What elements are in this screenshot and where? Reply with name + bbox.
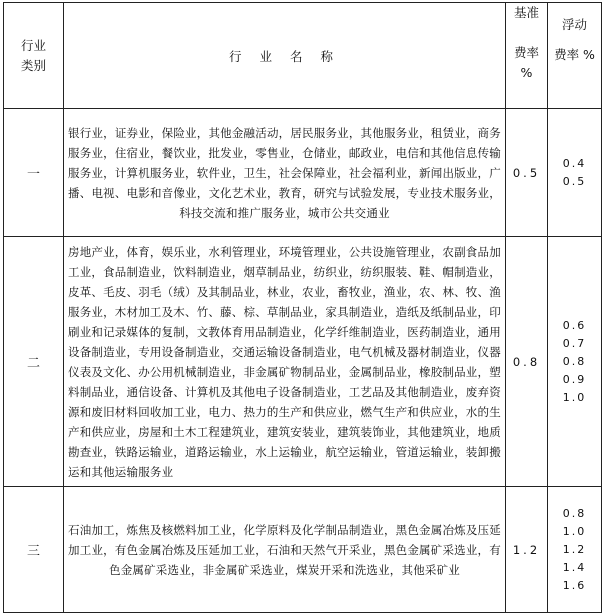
header-base-rate — [506, 3, 548, 109]
base-rate-cell: 0.8 — [506, 237, 548, 487]
float-rate-value: 1.2 — [562, 542, 587, 556]
header-industry-name: 行 业 名 称 — [64, 3, 506, 109]
table-row — [4, 109, 602, 237]
header-row — [4, 3, 602, 109]
header-float-line1: 浮动 — [561, 17, 587, 32]
float-rate-value: 0.5 — [562, 174, 587, 188]
float-rate-value: 1.0 — [562, 390, 587, 404]
float-rate-value: 0.8 — [562, 354, 587, 368]
float-rate-value: 0.7 — [562, 336, 587, 350]
table-row — [4, 237, 602, 487]
rate-table — [3, 2, 602, 613]
table-row — [4, 487, 602, 613]
float-rate-value: 1.4 — [562, 560, 587, 574]
float-rate-value: 0.6 — [562, 318, 587, 332]
base-rate-cell: 0.5 — [506, 109, 548, 237]
header-base-line1: 基准 — [513, 5, 539, 20]
float-rate-value: 0.4 — [562, 156, 587, 170]
float-rate-value: 0.8 — [562, 506, 587, 520]
float-rate-cell — [548, 109, 602, 237]
header-base-line3: % — [520, 65, 533, 80]
industry-list: 银行业，证券业，保险业，其他金融活动，居民服务业，其他服务业，租赁业，商务服务业，住宿业，餐饮业，批发业，零售业，仓储业，邮政业，电信和其他信息传输服务业，计算机服务业，软件业，卫生，社会保障业，社会福利业，新闻出版业，广播、电视、电影和音像业，文化艺术业，教育，研究与试验发展，专业技术服务业，科技交流和推广服务业，城市公共交通业 — [64, 109, 506, 237]
header-category-line1: 行业 — [20, 37, 46, 53]
category-cell: 一 — [4, 109, 64, 237]
header-base-line2: 费率 — [513, 45, 539, 60]
float-rate-value: 0.9 — [562, 372, 587, 386]
header-category — [4, 3, 64, 109]
industry-list: 石油加工，炼焦及核燃料加工业，化学原料及化学制品制造业，黑色金属冶炼及压延加工业，有色金属冶炼及压延加工业，石油和天然气开采业，黑色金属矿采选业，有色金属矿采选业，非金属矿采选业，煤炭开采和洗选业，其他采矿业 — [64, 487, 506, 613]
float-rate-value: 1.6 — [562, 578, 587, 592]
header-float-line2: 费率 % — [554, 47, 595, 62]
category-cell: 二 — [4, 237, 64, 487]
category-cell: 三 — [4, 487, 64, 613]
header-category-line2: 类别 — [20, 57, 46, 73]
float-rate-cell — [548, 237, 602, 487]
float-rate-value: 1.0 — [562, 524, 587, 538]
industry-list: 房地产业，体育，娱乐业，水利管理业，环境管理业，公共设施管理业，农副食品加工业，食品制造业，饮料制造业，烟草制品业，纺织业，纺织服装、鞋、帽制造业，皮革、毛皮、羽毛（绒）及其制品业，林业，农业，畜牧业，渔业，农、林、牧、渔服务业，木材加工及木、竹、藤、棕、草制品业，家具制造业，造纸及纸制品业，印刷业和记录媒体的复制，文教体育用品制造业，化学纤维制造业，医药制造业，通用设备制造业，专用设备制造业，交通运输设备制造业，电气机械及器材制造业，仪器仪表及文化、办公用机械制造业，非金属矿物制品业，金属制品业，橡胶制品业，塑料制品业，通信设备、计算机及其他电子设备制造业，工艺品及其他制造业，废弃资源和废旧材料回收加工业，电力、热力的生产和供应业，燃气生产和供应业，水的生产和供应业，房屋和土木工程建筑业，建筑安装业，建筑装饰业，其他建筑业，地质勘查业，铁路运输业，道路运输业，水上运输业，航空运输业，管道运输业，装卸搬运和其他运输服务业 — [64, 237, 506, 487]
float-rate-cell — [548, 487, 602, 613]
header-float-rate — [548, 3, 602, 109]
base-rate-cell: 1.2 — [506, 487, 548, 613]
